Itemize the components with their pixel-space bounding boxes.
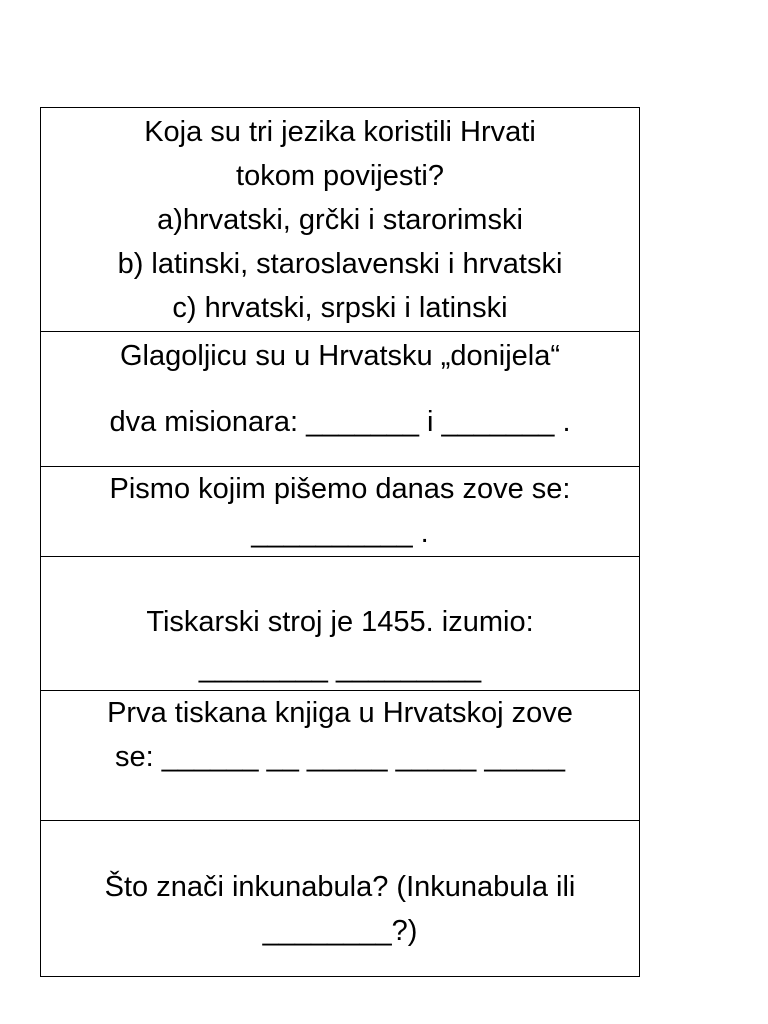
answer-option-a: a)hrvatski, grčki i starorimski [157, 204, 523, 236]
question-text: Glagoljicu su u Hrvatsku „donijela“ [119, 340, 561, 372]
question-text: Pismo kojim pišemo danas zove se: [109, 473, 571, 505]
question-cell-first-book [41, 690, 639, 820]
quiz-table [40, 107, 640, 977]
answer-option-c: c) hrvatski, srpski i latinski [172, 292, 508, 324]
fill-in-blank-line: ________?) [262, 915, 418, 947]
answer-option-b: b) latinski, staroslavenski i hrvatski [117, 248, 563, 280]
question-text: tokom povijesti? [236, 160, 444, 192]
fill-in-blank-line: ________ _________ [198, 652, 482, 684]
question-cell-printing-press [41, 556, 639, 690]
question-text: Prva tiskana knjiga u Hrvatskoj zove [107, 697, 573, 729]
fill-in-blank-line: se: ______ __ _____ _____ _____ [115, 741, 565, 773]
question-text: Tiskarski stroj je 1455. izumio: [146, 606, 534, 638]
question-cell-incunabula [41, 820, 639, 976]
question-text: Što znači inkunabula? (Inkunabula ili [104, 871, 576, 903]
question-cell-glagolitic [41, 331, 639, 466]
fill-in-blank-line: __________ . [251, 517, 429, 549]
question-text: Koja su tri jezika koristili Hrvati [144, 116, 536, 148]
fill-in-blank-line: dva misionara: _______ i _______ . [109, 406, 571, 438]
question-cell-script [41, 466, 639, 556]
question-cell-languages [41, 108, 639, 331]
